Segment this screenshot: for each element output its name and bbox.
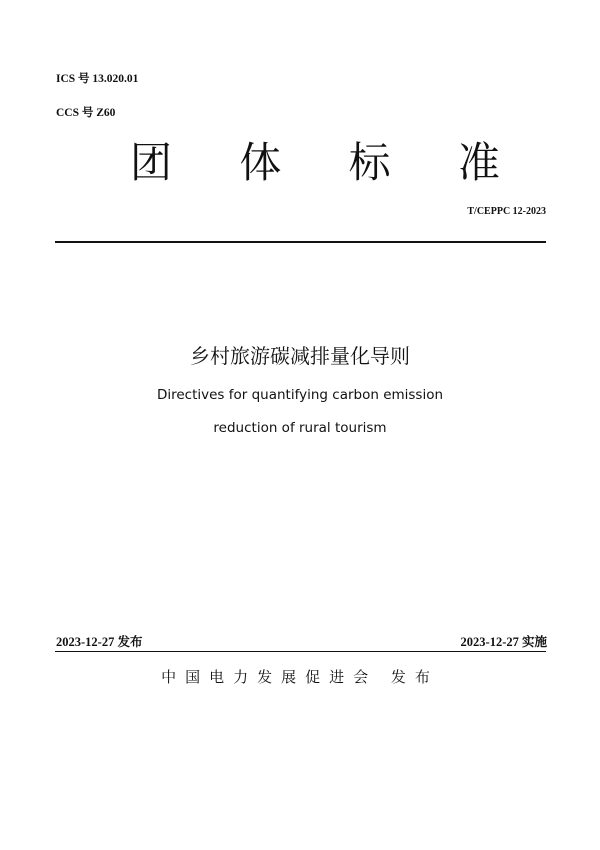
standard-type-heading bbox=[130, 134, 500, 186]
ics-code: ICS 号 13.020.01 bbox=[56, 73, 139, 85]
document-title-english-line2: reduction of rural tourism bbox=[213, 420, 387, 436]
standard-type-char: 团 bbox=[130, 138, 173, 187]
standard-type-char: 标 bbox=[348, 138, 391, 187]
standard-number: T/CEPPC 12-2023 bbox=[467, 206, 546, 217]
footer-divider bbox=[55, 651, 546, 652]
standard-type-char: 准 bbox=[457, 138, 500, 187]
standard-type-char: 体 bbox=[239, 138, 282, 187]
document-title-english-line1: Directives for quantifying carbon emission bbox=[156, 387, 444, 403]
document-title-chinese: 乡村旅游碳减排量化导则 bbox=[190, 344, 410, 368]
publisher: 中国电力发展促进会 发布 bbox=[161, 668, 439, 686]
ccs-code: CCS 号 Z60 bbox=[56, 107, 116, 119]
issue-date: 2023-12-27 发布 bbox=[56, 635, 143, 649]
header-divider bbox=[55, 241, 546, 243]
implementation-date: 2023-12-27 实施 bbox=[460, 635, 547, 649]
